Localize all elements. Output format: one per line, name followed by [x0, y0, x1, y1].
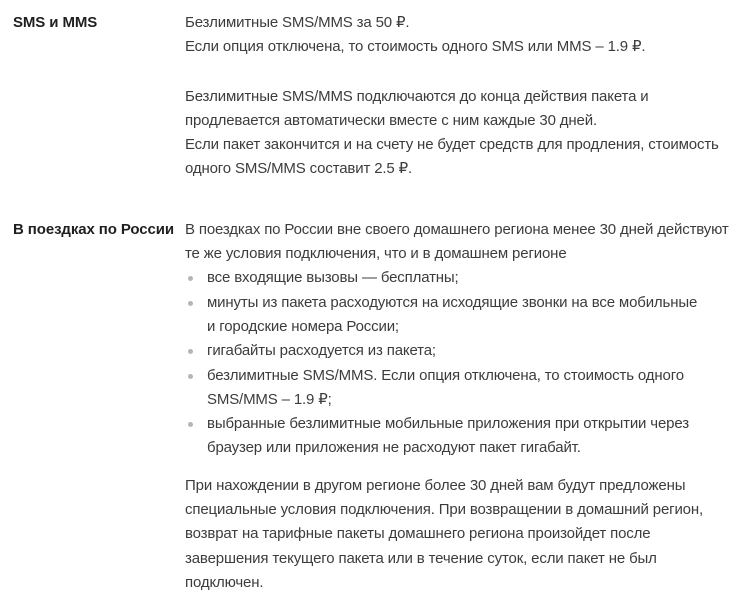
text-line: безлимитные SMS/MMS. Если опция отключена, то стоимость одного [207, 366, 684, 384]
text-line: Безлимитные SMS/MMS за 50 ₽. [185, 14, 410, 31]
text-line: SMS/MMS – 1.9 ₽; [207, 390, 332, 408]
bullet-dot-icon [188, 349, 193, 354]
list-item-unlimited-apps [185, 412, 731, 461]
text-line: гигабайты расходуется из пакета; [207, 342, 436, 360]
section-title-sms-mms: SMS и MMS [13, 14, 98, 31]
text-line: минуты из пакета расходуются на исходящие звонки на все мобильные [207, 293, 698, 311]
bullet-dot-icon [188, 301, 193, 306]
text-line: продлевается автоматически вместе с ним каждые 30 дней. [185, 111, 597, 129]
list-item-incoming-calls [185, 266, 731, 290]
section-title-travel-russia: В поездках по России [13, 220, 175, 238]
section-sms-mms [13, 11, 731, 182]
paragraph-sms-pricing [185, 11, 731, 60]
list-item-sms-mms [185, 364, 731, 413]
text-line: специальные условия подключения. При возвращении в домашний регион, [185, 501, 704, 519]
section-content-sms-mms [185, 11, 731, 182]
text-line: При нахождении в другом регионе более 30 дней вам будут предложены [185, 476, 686, 494]
travel-conditions-list [185, 266, 731, 460]
paragraph-sms-renewal [185, 85, 731, 182]
text-line: выбранные безлимитные мобильные приложения при открытии через [207, 415, 689, 433]
text-line: одного SMS/MMS составит 2.5 ₽. [185, 160, 413, 178]
list-item-minutes [185, 291, 731, 340]
text-line: В поездках по России вне своего домашнего региона менее 30 дней действуют [185, 220, 729, 238]
list-item-gigabytes [185, 339, 731, 363]
text-line: Если пакет закончится и на счету не будет средств для продления, стоимость [185, 136, 719, 154]
section-travel-russia [13, 218, 731, 595]
bullet-dot-icon [188, 374, 193, 379]
text-line: подключен. [185, 573, 264, 591]
section-content-travel-russia [185, 218, 731, 595]
text-line: все входящие вызовы — бесплатны; [207, 269, 459, 287]
bullet-dot-icon [188, 422, 193, 427]
text-line: Если опция отключена, то стоимость одного SMS или MMS – 1.9 ₽. [185, 38, 646, 56]
text-line: браузер или приложения не расходуют пакет гигабайт. [207, 439, 581, 457]
text-line: возврат на тарифные пакеты домашнего региона произойдет после [185, 525, 651, 543]
bullet-dot-icon [188, 276, 193, 281]
text-line: Безлимитные SMS/MMS подключаются до конца действия пакета и [185, 87, 649, 105]
text-line: и городские номера России; [207, 317, 399, 335]
text-line: те же условия подключения, что и в домашнем регионе [185, 245, 567, 263]
text-line: завершения текущего пакета или в течение суток, если пакет не был [185, 549, 657, 567]
paragraph-travel-intro [185, 218, 731, 267]
paragraph-travel-outro [185, 474, 731, 595]
